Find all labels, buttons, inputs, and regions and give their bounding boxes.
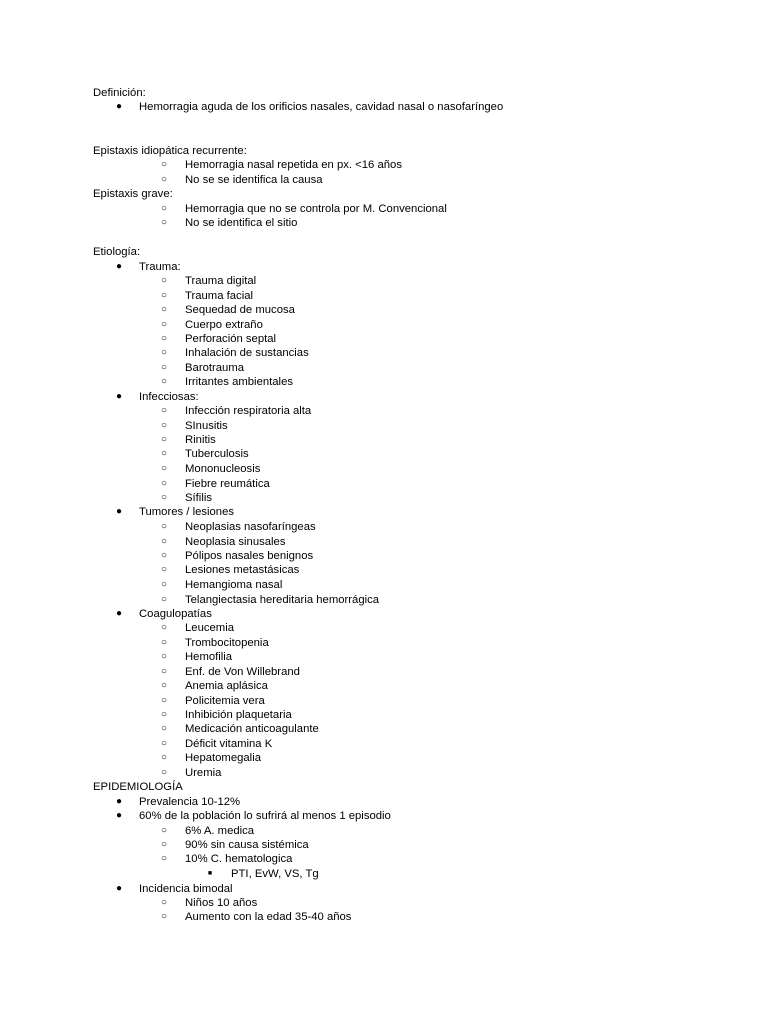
list-item: No se se identifica la causa [185, 174, 323, 186]
bullet-circle: ○ [160, 680, 168, 691]
list-item: Niños 10 años [185, 897, 258, 909]
bullet-circle: ○ [160, 347, 168, 358]
bullet-circle: ○ [160, 594, 168, 605]
bullet-dot: ● [115, 796, 123, 807]
bullet-dot: ● [115, 883, 123, 894]
bullet-circle: ○ [160, 637, 168, 648]
bullet-circle: ○ [160, 478, 168, 489]
bullet-circle: ○ [160, 159, 168, 170]
list-item: Sífilis [185, 492, 212, 504]
bullet-circle: ○ [160, 709, 168, 720]
bullet-circle: ○ [160, 752, 168, 763]
bullet-circle: ○ [160, 767, 168, 778]
bullet-circle: ○ [160, 376, 168, 387]
bullet-circle: ○ [160, 853, 168, 864]
bullet-circle: ○ [160, 738, 168, 749]
etiologia-heading: Etiología: [93, 246, 141, 258]
bullet-circle: ○ [160, 275, 168, 286]
poblacion-item: 60% de la población lo sufrirá al menos 1 episodio [139, 810, 391, 822]
bullet-circle: ○ [160, 333, 168, 344]
bullet-circle: ○ [160, 536, 168, 547]
list-item: Hemorragia nasal repetida en px. <16 años [185, 159, 402, 171]
definicion-heading: Definición: [93, 87, 146, 99]
list-item: 6% A. medica [185, 825, 255, 837]
list-item: Inhalación de sustancias [185, 347, 309, 359]
bullet-circle: ○ [160, 897, 168, 908]
bullet-circle: ○ [160, 579, 168, 590]
bullet-square: ■ [207, 870, 213, 877]
list-item: Neoplasias nasofaríngeas [185, 521, 316, 533]
list-item: Perforación septal [185, 333, 277, 345]
bullet-circle: ○ [160, 448, 168, 459]
list-item: Telangiectasia hereditaria hemorrágica [185, 594, 380, 606]
bullet-dot: ● [115, 261, 123, 272]
list-item: Fiebre reumática [185, 478, 270, 490]
bullet-circle: ○ [160, 217, 168, 228]
bullet-circle: ○ [160, 420, 168, 431]
prevalencia-item: Prevalencia 10-12% [139, 796, 241, 808]
list-item: Hemofilia [185, 651, 233, 663]
list-item: Infección respiratoria alta [185, 405, 312, 417]
etiologia-group-label: Coagulopatías [139, 608, 212, 620]
bullet-dot: ● [115, 506, 123, 517]
bullet-circle: ○ [160, 203, 168, 214]
bullet-dot: ● [115, 391, 123, 402]
list-item: 10% C. hematologica [185, 853, 293, 865]
list-item: Pólipos nasales benignos [185, 550, 314, 562]
bullet-circle: ○ [160, 651, 168, 662]
bullet-circle: ○ [160, 550, 168, 561]
list-item: Irritantes ambientales [185, 376, 293, 388]
bullet-circle: ○ [160, 723, 168, 734]
bullet-circle: ○ [160, 463, 168, 474]
list-item: Policitemia vera [185, 695, 265, 707]
bullet-circle: ○ [160, 666, 168, 677]
list-item: Hemangioma nasal [185, 579, 283, 591]
list-item: Barotrauma [185, 362, 245, 374]
etiologia-group-label: Tumores / lesiones [139, 506, 235, 518]
list-item: No se identifica el sitio [185, 217, 298, 229]
bullet-circle: ○ [160, 839, 168, 850]
bullet-circle: ○ [160, 174, 168, 185]
epistaxis-grave-heading: Epistaxis grave: [93, 188, 173, 200]
epidemiologia-heading: EPIDEMIOLOGÍA [93, 781, 183, 793]
list-item: SInusitis [185, 420, 228, 432]
list-subitem: PTI, EvW, VS, Tg [231, 868, 319, 880]
bullet-circle: ○ [160, 304, 168, 315]
bullet-circle: ○ [160, 290, 168, 301]
list-item: Tuberculosis [185, 448, 249, 460]
list-item: Medicación anticoagulante [185, 723, 319, 735]
bullet-circle: ○ [160, 564, 168, 575]
list-item: Inhibición plaquetaria [185, 709, 292, 721]
bullet-circle: ○ [160, 911, 168, 922]
bullet-circle: ○ [160, 405, 168, 416]
epistaxis-idiopatica-heading: Epistaxis idiopática recurrente: [93, 145, 247, 157]
list-item: Lesiones metastásicas [185, 564, 300, 576]
list-item: Trauma facial [185, 290, 254, 302]
definicion-item: Hemorragia aguda de los orificios nasales, cavidad nasal o nasofaríngeo [139, 101, 504, 113]
bullet-circle: ○ [160, 695, 168, 706]
list-item: Rinitis [185, 434, 216, 446]
bullet-circle: ○ [160, 825, 168, 836]
bullet-circle: ○ [160, 434, 168, 445]
list-item: Hemorragia que no se controla por M. Convencional [185, 203, 447, 215]
bullet-dot: ● [115, 810, 123, 821]
list-item: Aumento con la edad 35-40 años [185, 911, 352, 923]
list-item: Neoplasia sinusales [185, 536, 286, 548]
list-item: 90% sin causa sistémica [185, 839, 309, 851]
bullet-circle: ○ [160, 319, 168, 330]
bullet-circle: ○ [160, 492, 168, 503]
etiologia-group-label: Infecciosas: [139, 391, 199, 403]
list-item: Leucemia [185, 622, 234, 634]
list-item: Trombocitopenia [185, 637, 269, 649]
list-item: Anemia aplásica [185, 680, 268, 692]
etiologia-group-label: Trauma: [139, 261, 181, 273]
incidencia-item: Incidencia bimodal [139, 883, 233, 895]
list-item: Mononucleosis [185, 463, 261, 475]
list-item: Sequedad de mucosa [185, 304, 295, 316]
bullet-circle: ○ [160, 362, 168, 373]
list-item: Cuerpo extraño [185, 319, 263, 331]
list-item: Hepatomegalia [185, 752, 261, 764]
list-item: Trauma digital [185, 275, 257, 287]
bullet-dot: ● [115, 101, 123, 112]
bullet-dot: ● [115, 608, 123, 619]
bullet-circle: ○ [160, 521, 168, 532]
list-item: Uremia [185, 767, 222, 779]
list-item: Enf. de Von Willebrand [185, 666, 300, 678]
bullet-circle: ○ [160, 622, 168, 633]
list-item: Déficit vitamina K [185, 738, 273, 750]
